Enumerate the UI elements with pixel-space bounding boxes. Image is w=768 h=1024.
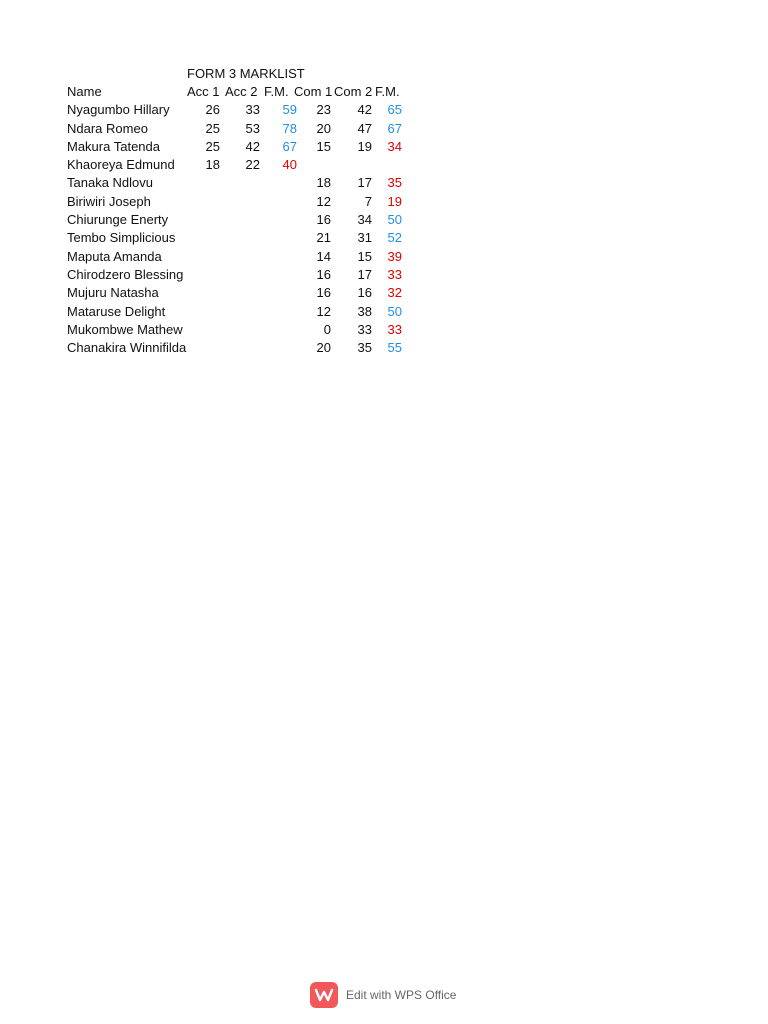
cell-com2: 16 — [357, 285, 372, 301]
cell-com1: 23 — [316, 102, 331, 118]
cell-name: Mukombwe Mathew — [67, 321, 183, 337]
cell-com2: 38 — [357, 303, 372, 319]
cell-fm2: 35 — [387, 175, 402, 191]
cell-com1: 12 — [316, 303, 331, 319]
cell-com1: 14 — [316, 248, 331, 264]
cell-com2: 47 — [357, 120, 372, 136]
cell-acc1: 18 — [205, 157, 220, 173]
cell-name: Tanaka Ndlovu — [67, 175, 153, 191]
cell-com1: 16 — [316, 285, 331, 301]
cell-name: Chiurunge Enerty — [67, 212, 169, 228]
cell-com2: 42 — [357, 102, 372, 118]
cell-com1: 21 — [316, 230, 331, 246]
cell-name: Maputa Amanda — [67, 248, 162, 264]
cell-fm1: 59 — [282, 102, 297, 118]
wps-edit-badge[interactable] — [310, 982, 456, 1008]
cell-name: Ndara Romeo — [67, 120, 148, 136]
cell-com1: 18 — [316, 175, 331, 191]
cell-fm2: 32 — [387, 285, 402, 301]
cell-acc1: 25 — [205, 120, 220, 136]
cell-fm1: 40 — [282, 157, 297, 173]
cell-com2: 17 — [357, 266, 372, 282]
header-acc2: Acc 2 — [225, 84, 258, 99]
cell-com2: 34 — [357, 212, 372, 228]
cell-fm2: 19 — [387, 193, 402, 209]
cell-acc2: 33 — [245, 102, 260, 118]
cell-name: Mujuru Natasha — [67, 285, 159, 301]
cell-com2: 31 — [357, 230, 372, 246]
cell-com1: 20 — [316, 340, 331, 356]
cell-fm2: 67 — [387, 120, 402, 136]
cell-fm2: 52 — [387, 230, 402, 246]
cell-com2: 7 — [364, 193, 372, 209]
cell-name: Nyagumbo Hillary — [67, 102, 170, 118]
header-com2: Com 2 — [334, 84, 373, 99]
cell-acc2: 42 — [245, 138, 260, 154]
cell-com2: 17 — [357, 175, 372, 191]
cell-name: Mataruse Delight — [67, 303, 166, 319]
cell-name: Biriwiri Joseph — [67, 193, 151, 209]
cell-com2: 35 — [357, 340, 372, 356]
cell-com1: 16 — [316, 212, 331, 228]
cell-acc2: 53 — [245, 120, 260, 136]
cell-name: Tembo Simplicious — [67, 230, 176, 246]
cell-com1: 20 — [316, 120, 331, 136]
cell-acc2: 22 — [245, 157, 260, 173]
wps-edit-label: Edit with WPS Office — [346, 988, 457, 1002]
cell-com2: 33 — [357, 321, 372, 337]
header-acc1: Acc 1 — [187, 84, 220, 99]
cell-com2: 15 — [357, 248, 372, 264]
cell-com1: 0 — [323, 321, 331, 337]
cell-name: Makura Tatenda — [67, 138, 160, 154]
cell-com1: 16 — [316, 266, 331, 282]
cell-fm2: 39 — [387, 248, 402, 264]
cell-name: Chirodzero Blessing — [67, 266, 184, 282]
cell-name: Khaoreya Edmund — [67, 157, 175, 173]
cell-com1: 15 — [316, 138, 331, 154]
wps-logo-icon — [310, 982, 338, 1008]
cell-fm2: 33 — [387, 266, 402, 282]
header-name: Name — [67, 84, 102, 99]
cell-fm2: 50 — [387, 303, 402, 319]
cell-fm2: 34 — [387, 138, 402, 154]
header-com1: Com 1 — [294, 84, 333, 99]
cell-com2: 19 — [357, 138, 372, 154]
cell-name: Chanakira Winnifilda — [67, 340, 187, 356]
cell-fm1: 67 — [282, 138, 297, 154]
cell-acc1: 26 — [205, 102, 220, 118]
cell-fm1: 78 — [282, 120, 297, 136]
header-fm-accounts: F.M. — [264, 84, 289, 99]
cell-fm2: 50 — [387, 212, 402, 228]
header-fm-commerce: F.M. — [375, 84, 400, 99]
cell-fm2: 65 — [387, 102, 402, 118]
cell-fm2: 33 — [387, 321, 402, 337]
sheet-title: FORM 3 MARKLIST — [187, 66, 305, 81]
cell-acc1: 25 — [205, 138, 220, 154]
cell-com1: 12 — [316, 193, 331, 209]
cell-fm2: 55 — [387, 340, 402, 356]
